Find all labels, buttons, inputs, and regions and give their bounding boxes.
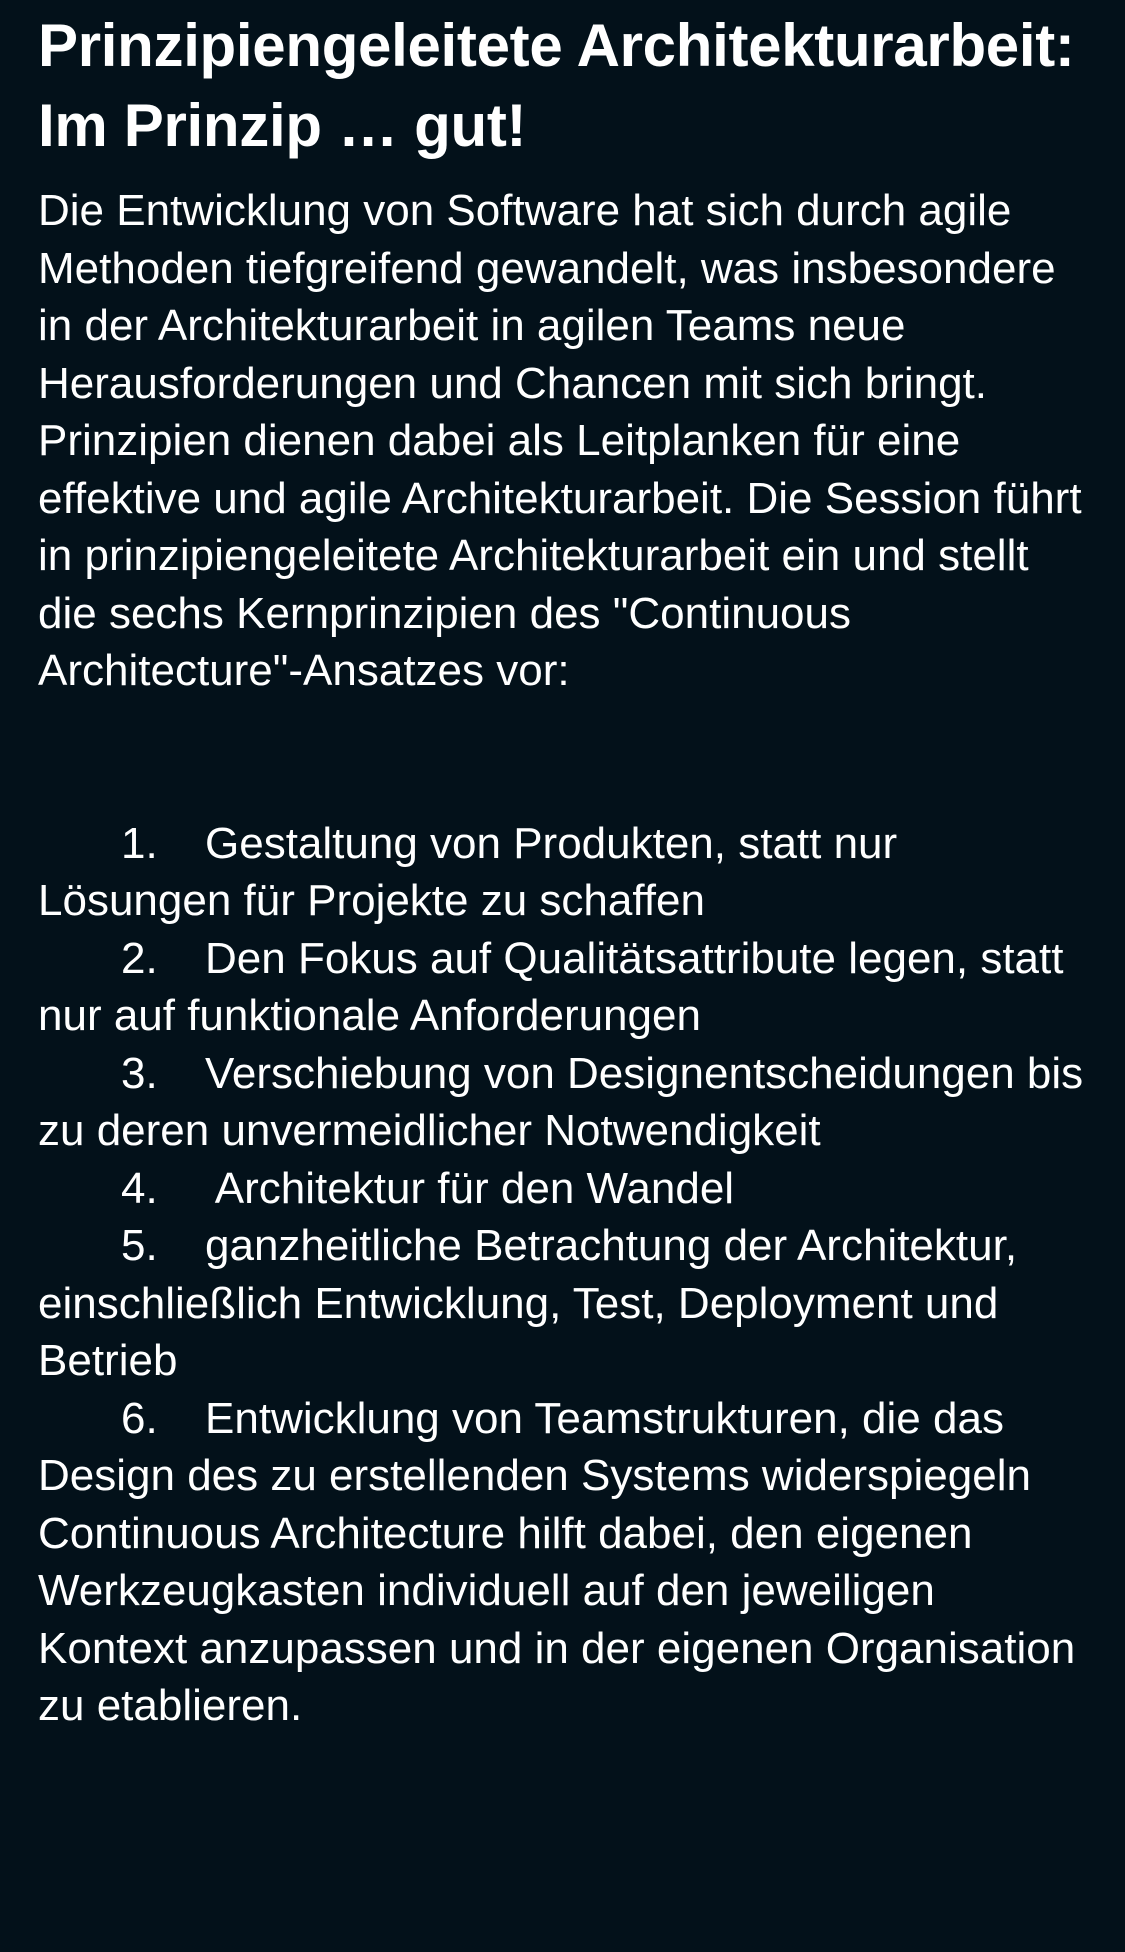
list-item-text: Verschiebung von Designentscheidungen bis zu deren unvermeidlicher Notwendigkeit bbox=[38, 1048, 1084, 1155]
session-title: Prinzipiengeleitete Architekturarbeit: Im Prinzip … gut! bbox=[38, 12, 1075, 159]
list-item bbox=[38, 815, 1087, 930]
list-item bbox=[38, 1160, 1087, 1218]
outro-paragraph: Continuous Architecture hilft dabei, den eigenen Werkzeugkasten individuell auf den jeweiligen Kontext anzupassen und in der eigenen Organisation zu etablieren. bbox=[38, 1508, 1076, 1730]
list-item-text: Den Fokus auf Qualitätsattribute legen, statt nur auf funktionale Anforderungen bbox=[38, 933, 1064, 1040]
intro-paragraph: Die Entwicklung von Software hat sich durch agile Methoden tiefgreifend gewandelt, was insbesondere in der Architekturarbeit in agilen Teams neue Herausforderungen und Chancen mit sich bringt. Prinzipien dienen dabei als Leitplanken für eine effektive und agile Architekturarbeit. Die Session führt in prinzipiengeleitete Architekturarbeit ein und stellt die sechs Kernprinzipien des "Continuous Architecture"-Ansatzes vor: bbox=[38, 186, 1082, 695]
list-item bbox=[38, 1217, 1087, 1390]
list-item-text: ganzheitliche Betrachtung der Architektur, einschließlich Entwicklung, Test, Deployment und Betrieb bbox=[38, 1221, 1018, 1385]
paragraph-spacer bbox=[38, 700, 1087, 815]
list-item-number: 6. bbox=[121, 1393, 158, 1443]
principles-list bbox=[38, 815, 1087, 1505]
list-item-text: Gestaltung von Produkten, statt nur Lösungen für Projekte zu schaffen bbox=[38, 818, 898, 925]
list-item bbox=[38, 1045, 1087, 1160]
list-item-text: Architektur für den Wandel bbox=[205, 1163, 735, 1213]
list-item-number: 4. bbox=[121, 1163, 158, 1213]
list-item-number: 1. bbox=[121, 818, 158, 868]
list-item-number: 5. bbox=[121, 1221, 158, 1270]
list-item-number: 3. bbox=[121, 1048, 158, 1098]
list-item-text: Entwicklung von Teamstrukturen, die das Design des zu erstellenden Systems widerspiegeln bbox=[38, 1393, 1031, 1500]
list-item bbox=[38, 1390, 1087, 1505]
list-item bbox=[38, 930, 1087, 1045]
list-item-number: 2. bbox=[121, 933, 158, 983]
